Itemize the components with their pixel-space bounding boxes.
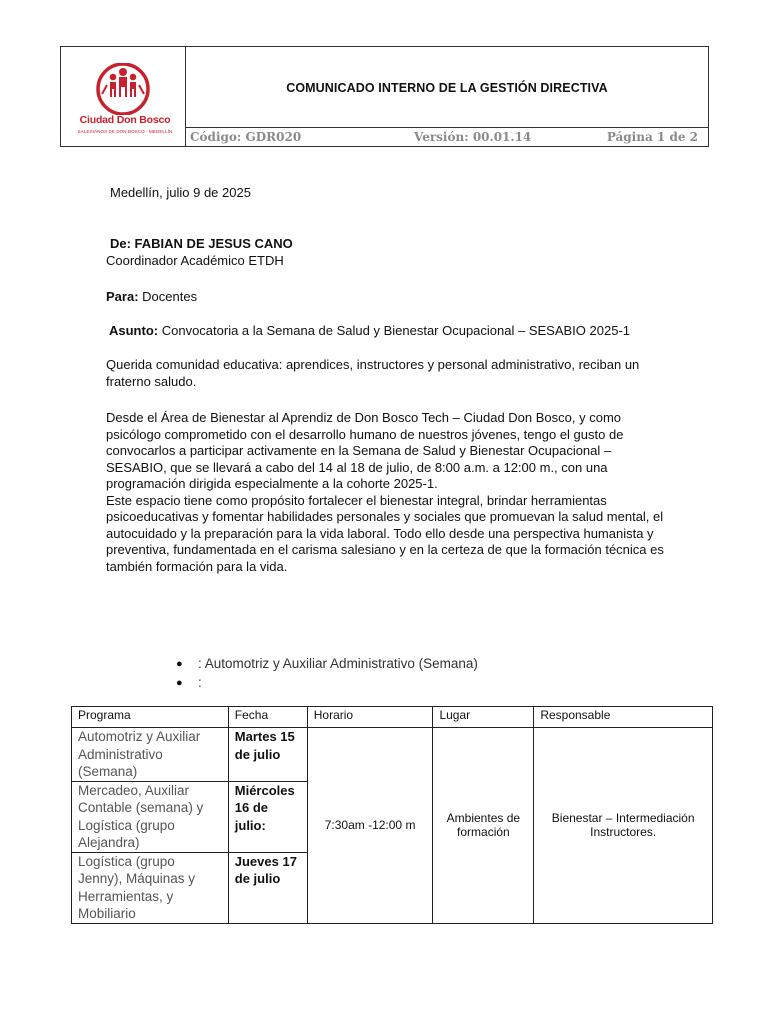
version-label: Versión: 00.01.14 — [414, 130, 532, 144]
bullet-icon: ● — [176, 676, 183, 689]
lugar-cell: Ambientes de formación — [433, 728, 534, 924]
document-meta-row — [186, 127, 708, 147]
col-header: Programa — [72, 707, 229, 728]
schedule-table — [71, 706, 713, 924]
subject-label: Asunto: — [109, 323, 159, 338]
list-item — [176, 654, 478, 673]
logo-wordmark: Ciudad Don Bosco — [79, 114, 171, 126]
letter-date: Medellín, julio 9 de 2025 — [110, 185, 251, 200]
fecha-cell: Miércoles 16 de julio: — [228, 781, 307, 852]
logo-cell — [61, 47, 186, 146]
list-item — [176, 673, 478, 692]
letter-from: De: FABIAN DE JESUS CANO — [110, 236, 293, 251]
letter-from-role: Coordinador Académico ETDH — [106, 253, 284, 268]
bullet-list — [176, 654, 478, 692]
table-row — [72, 728, 713, 782]
letter-to — [106, 289, 197, 306]
programa-cell: Mercadeo, Auxiliar Contable (semana) y Logística (grupo Alejandra) — [72, 781, 229, 852]
fecha-cell: Jueves 17 de julio — [228, 852, 307, 923]
bullet-text: : Automotriz y Auxiliar Administrativo (Semana) — [198, 656, 478, 671]
pagina-label: Página 1 de 2 — [606, 130, 698, 144]
horario-cell: 7:30am -12:00 m — [307, 728, 433, 924]
document-header — [60, 46, 709, 147]
ciudad-don-bosco-logo-icon — [75, 63, 171, 115]
col-header: Responsable — [534, 707, 713, 728]
greeting-paragraph — [106, 357, 666, 390]
document-title: COMUNICADO INTERNO DE LA GESTIÓN DIRECTIVA — [286, 80, 608, 95]
programa-cell: Logística (grupo Jenny), Máquinas y Herramientas, y Mobiliario — [72, 852, 229, 923]
programa-cell: Automotriz y Auxiliar Administrativo (Semana) — [72, 728, 229, 782]
col-header: Horario — [307, 707, 433, 728]
body-text-2: Este espacio tiene como propósito fortalecer el bienestar integral, brindar herramientas psicoeducativas y fomentar habilidades personales y sociales que promuevan la salud mental, el autocuidado y la preparación para la vida laboral. Todo ello desde una perspectiva humanista y preventiva, fundamentada en el carisma salesiano y en la certeza de que la formación técnica es también formación para la vida. — [106, 492, 664, 574]
to-value: Docentes — [138, 289, 198, 304]
letter-subject — [109, 323, 630, 340]
responsable-cell: Bienestar – Intermediación Instructores. — [534, 728, 713, 924]
bullet-icon: ● — [176, 657, 183, 670]
codigo-label: Código: GDR020 — [190, 130, 302, 144]
fecha-cell: Martes 15 de julio — [228, 728, 307, 782]
subject-value: Convocatoria a la Semana de Salud y Bienestar Ocupacional – SESABIO 2025-1 — [158, 323, 631, 338]
greeting-text: Querida comunidad educativa: aprendices, instructores y personal administrativo, reciban un fraterno saludo. — [106, 357, 640, 389]
body-text-1: Desde el Área de Bienestar al Aprendiz de Don Bosco Tech – Ciudad Don Bosco, y como psicólogo comprometido con el desarrollo humano de nuestros jóvenes, tengo el gusto de convocarlos a participar activamente en la Semana de Salud y Bienestar Ocupacional – SESABIO, que se llevará a cabo del 14 al 18 de julio, de 8:00 a.m. a 12:00 m., con una programación dirigida especialmente a la cohorte 2025-1. — [106, 410, 624, 491]
col-header: Fecha — [228, 707, 307, 728]
to-label: Para: — [106, 289, 139, 304]
table-header-row — [72, 707, 713, 728]
body-paragraph — [106, 410, 666, 575]
col-header: Lugar — [433, 707, 534, 728]
bullet-text: : — [198, 675, 202, 690]
logo-subtext: SALESIANOS DE DON BOSCO · MEDELLÍN — [77, 129, 173, 134]
